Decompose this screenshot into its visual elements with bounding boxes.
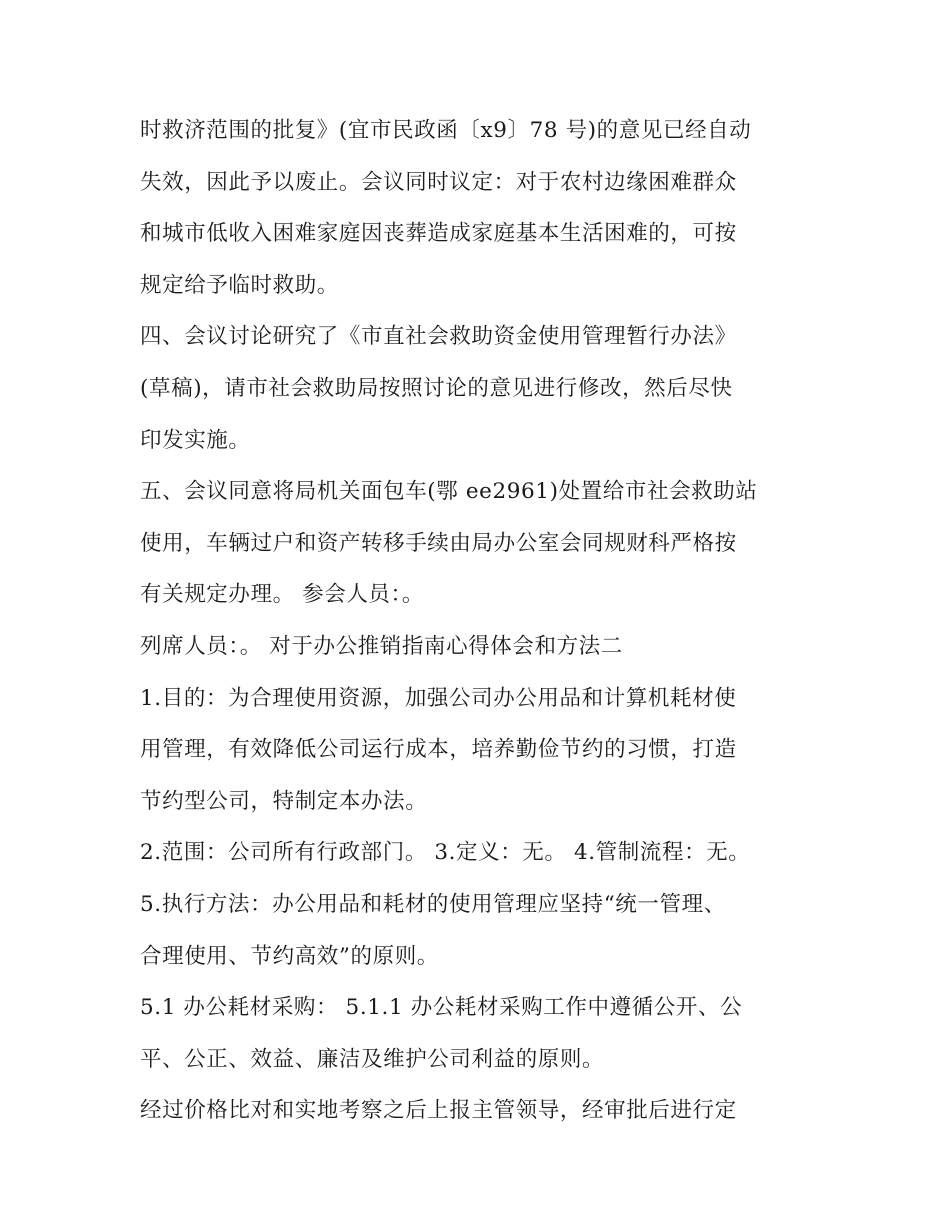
document-body bbox=[140, 105, 820, 1137]
text-line: 列席人员：。 对于办公推销指南心得体会和方法二 bbox=[140, 633, 623, 659]
text-line: 规定给予临时救助。 bbox=[140, 272, 339, 298]
text-line: 合理使用、节约高效”的原则。 bbox=[140, 943, 439, 969]
text-line: 经过价格比对和实地考察之后上报主管领导，经审批后进行定 bbox=[140, 1098, 737, 1124]
text-line: 五、会议同意将局机关面包车(鄂 ee2961)处置给市社会救助站 bbox=[140, 479, 758, 505]
text-line: 有关规定办理。 参会人员：。 bbox=[140, 582, 424, 608]
text-line: 1.目的：为合理使用资源，加强公司办公用品和计算机耗材使 bbox=[140, 685, 737, 711]
text-line: 平、公正、效益、廉洁及维护公司利益的原则。 bbox=[140, 1046, 605, 1072]
text-line: 节约型公司，特制定本办法。 bbox=[140, 788, 428, 814]
text-line: (草稿)，请市社会救助局按照讨论的意见进行修改，然后尽快 bbox=[140, 375, 733, 401]
text-line: 失效，因此予以废止。会议同时议定：对于农村边缘困难群众 bbox=[140, 169, 737, 195]
text-line: 2.范围：公司所有行政部门。 3.定义：无。 4.管制流程：无。 bbox=[140, 840, 751, 866]
text-line: 四、会议讨论研究了《市直社会救助资金使用管理暂行办法》 bbox=[140, 324, 737, 350]
text-line: 用管理，有效降低公司运行成本，培养勤俭节约的习惯，打造 bbox=[140, 737, 737, 763]
text-line: 和城市低收入困难家庭因丧葬造成家庭基本生活困难的，可按 bbox=[140, 221, 737, 247]
text-line: 使用，车辆过户和资产转移手续由局办公室会同规财科严格按 bbox=[140, 530, 737, 556]
text-line: 印发实施。 bbox=[140, 427, 251, 453]
text-line: 5.1 办公耗材采购： 5.1.1 办公耗材采购工作中遵循公开、公 bbox=[140, 995, 743, 1021]
text-line: 时救济范围的批复》(宜市民政函〔x9〕78 号)的意见已经自动 bbox=[140, 118, 752, 143]
text-line: 5.执行方法：办公用品和耗材的使用管理应坚持“统一管理、 bbox=[140, 891, 726, 917]
